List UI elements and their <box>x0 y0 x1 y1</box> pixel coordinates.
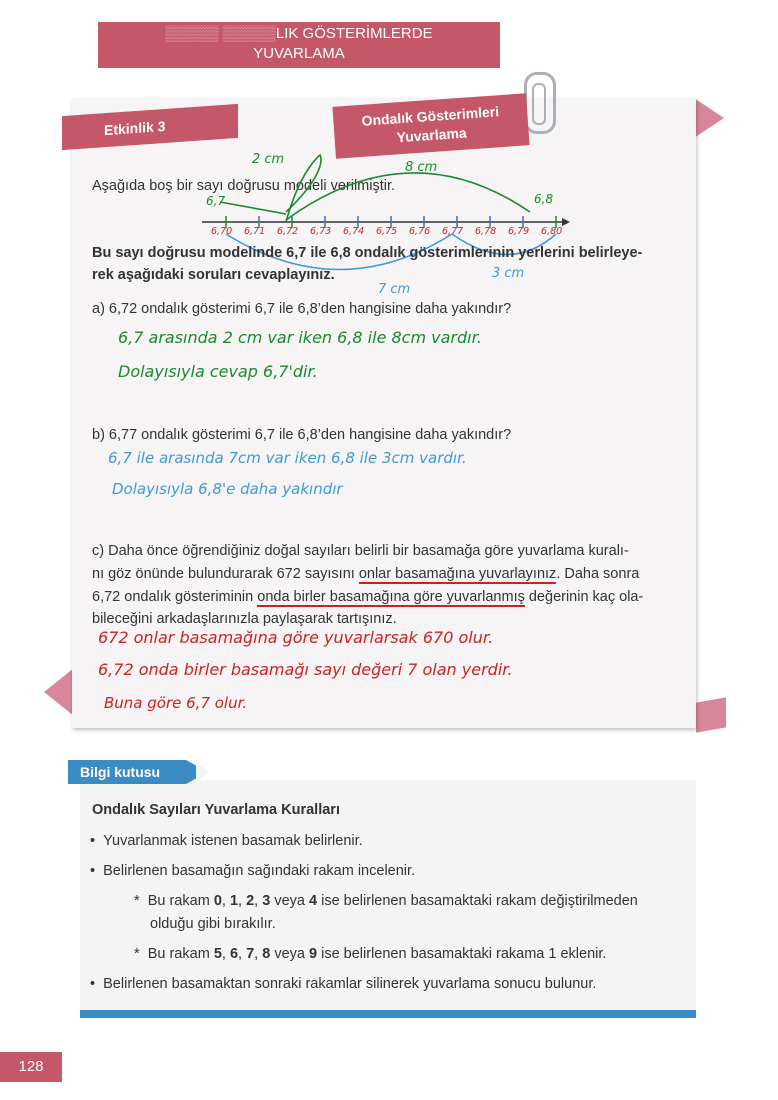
activity-label: Etkinlik 3 <box>62 104 238 150</box>
question-c-line2 <box>92 563 639 585</box>
sub2-k: ise belirlenen basamaktaki rakama 1 eklenir. <box>317 946 607 962</box>
banner-title: LIK GÖSTERİMLERDE <box>275 25 433 42</box>
annotation-8cm: 8 cm <box>405 160 438 175</box>
sub2-a: Bu rakam <box>147 946 214 962</box>
tick-label: 6,80 <box>541 226 563 237</box>
question-c-line1: c) Daha önce öğrendiğiniz doğal sayıları belirli bir basamağa göre yuvarlama kuralı- <box>92 543 629 559</box>
tick-label: 6,70 <box>211 226 233 237</box>
answer-c-line3: Buna göre 6,7 olur. <box>104 694 248 712</box>
instruction-line2: rek aşağıdaki soruları cevaplayınız. <box>92 267 335 283</box>
number-line-arrow <box>562 218 570 226</box>
info-bullet-1-text: Yuvarlanmak istenen basamak belirlenir. <box>103 833 363 849</box>
sub1-d: 1 <box>229 893 239 909</box>
qc-line2-post: . Daha sonra <box>556 566 640 582</box>
question-a: a) 6,72 ondalık gösterimi 6,7 ile 6,8’den hangisine daha yakındır? <box>92 301 512 317</box>
arc-left <box>220 202 286 214</box>
activity-title-line1: Ondalık Gösterimleri <box>361 103 500 129</box>
sub2-b: 5 <box>213 946 222 962</box>
info-tag: Bilgi kutusu <box>68 760 186 784</box>
sub2-c: , <box>221 946 230 962</box>
info-bullet-3 <box>90 973 596 995</box>
paperclip-icon <box>524 72 556 134</box>
question-b: b) 6,77 ondalık gösterimi 6,7 ile 6,8’den hangisine daha yakındır? <box>92 427 512 443</box>
answer-a-line2: Dolayısıyla cevap 6,7'dir. <box>118 362 318 381</box>
tick-label: 6,73 <box>310 226 332 237</box>
label-6-8: 6,8 <box>534 192 554 206</box>
annotation-3cm: 3 cm <box>492 266 525 281</box>
page-number: 128 <box>0 1052 62 1082</box>
tick-label: 6,79 <box>508 226 530 237</box>
card-fold-bottom-right <box>696 697 726 732</box>
answer-a-line1: 6,7 arasında 2 cm var iken 6,8 ile 8cm vardır. <box>118 328 482 347</box>
tick-label: 6,75 <box>376 226 398 237</box>
sub1-e: , <box>238 893 247 909</box>
tick-label: 6,74 <box>343 226 365 237</box>
answer-c-line2: 6,72 onda birler basamağı sayı değeri 7 olan yerdir. <box>98 660 513 679</box>
arc-8cm <box>286 173 530 220</box>
info-tag-notch <box>196 760 208 784</box>
qc-line3-post: değerinin kaç ola- <box>524 589 644 605</box>
answer-b-line1: 6,7 ile arasında 7cm var iken 6,8 ile 3cm vardır. <box>108 449 467 467</box>
bullet-dot: • <box>90 833 96 849</box>
intro-text: Aşağıda boş bir sayı doğrusu modeli verilmiştir. <box>92 178 396 194</box>
info-sub-2 <box>134 943 606 965</box>
card-fold-left <box>44 668 74 716</box>
bullet-dot: • <box>90 976 96 992</box>
arc-2cm <box>286 155 321 222</box>
qc-line2-pre: nı göz önünde bulundurarak 672 sayısını <box>92 566 359 582</box>
sub1-f: 2 <box>246 893 255 909</box>
answer-b-line2: Dolayısıyla 6,8'e daha yakındır <box>112 480 343 498</box>
info-bullet-1 <box>90 830 363 852</box>
sub1-k: ise belirlenen basamaktaki rakam değiştirilmeden <box>317 893 638 909</box>
star-mark: * <box>134 946 140 962</box>
tick-label: 6,78 <box>475 226 497 237</box>
bullet-dot: • <box>90 863 96 879</box>
answer-c-line1: 672 onlar basamağına göre yuvarlarsak 670 olur. <box>98 628 494 647</box>
qc-line3-underlined: onda birler basamağına göre yuvarlanmış <box>257 589 525 605</box>
sub2-j: 9 <box>309 946 318 962</box>
star-mark: * <box>134 893 140 909</box>
sub2-i: veya <box>270 946 309 962</box>
sub1-a: Bu rakam <box>147 893 214 909</box>
question-c-line4: bileceğini arkadaşlarınızla paylaşarak tartışınız. <box>92 611 397 627</box>
annotation-7cm: 7 cm <box>378 282 411 297</box>
sub1-b: 0 <box>213 893 222 909</box>
sub2-f: 7 <box>246 946 255 962</box>
sub1-i: veya <box>270 893 309 909</box>
activity-title-line2: Yuvarlama <box>396 124 468 146</box>
tick-label: 6,71 <box>244 226 266 237</box>
instruction-line1: Bu sayı doğrusu modelinde 6,7 ile 6,8 ondalık gösterimlerinin yerlerini belirleye- <box>92 245 643 261</box>
sub1-c: , <box>221 893 230 909</box>
card-fold-right <box>694 98 724 138</box>
sub1-j: 4 <box>309 893 318 909</box>
chapter-banner <box>98 22 500 68</box>
qc-line2-underlined: onlar basamağına yuvarlayınız <box>358 566 557 582</box>
annotation-2cm: 2 cm <box>252 152 285 167</box>
info-title: Ondalık Sayıları Yuvarlama Kuralları <box>92 802 340 818</box>
qc-line3-pre: 6,72 ondalık gösteriminin <box>92 589 258 605</box>
info-sub-1 <box>134 890 638 912</box>
sub2-e: , <box>238 946 247 962</box>
info-sub-1-line2: olduğu gibi bırakılır. <box>150 916 276 932</box>
banner-subtitle: YUVARLAMA <box>253 45 345 62</box>
info-bullet-3-text: Belirlenen basamaktan sonraki rakamlar silinerek yuvarlama sonucu bulunur. <box>103 976 597 992</box>
tick-label: 6,76 <box>409 226 431 237</box>
sub2-g: , <box>254 946 263 962</box>
info-bullet-2-text: Belirlenen basamağın sağındaki rakam incelenir. <box>103 863 416 879</box>
banner-blurred-text: ▒▒▒▒▒ ▒▒▒▒▒ <box>165 25 276 42</box>
info-bullet-2 <box>90 860 415 882</box>
tick-label: 6,72 <box>277 226 299 237</box>
sub1-h: 3 <box>262 893 271 909</box>
sub2-h: 8 <box>262 946 271 962</box>
tick-label: 6,77 <box>442 226 464 237</box>
label-6-7: 6,7 <box>206 194 226 208</box>
info-box-bottom-bar <box>80 1010 696 1018</box>
question-c-line3 <box>92 586 643 608</box>
sub2-d: 6 <box>229 946 239 962</box>
sub1-g: , <box>254 893 263 909</box>
